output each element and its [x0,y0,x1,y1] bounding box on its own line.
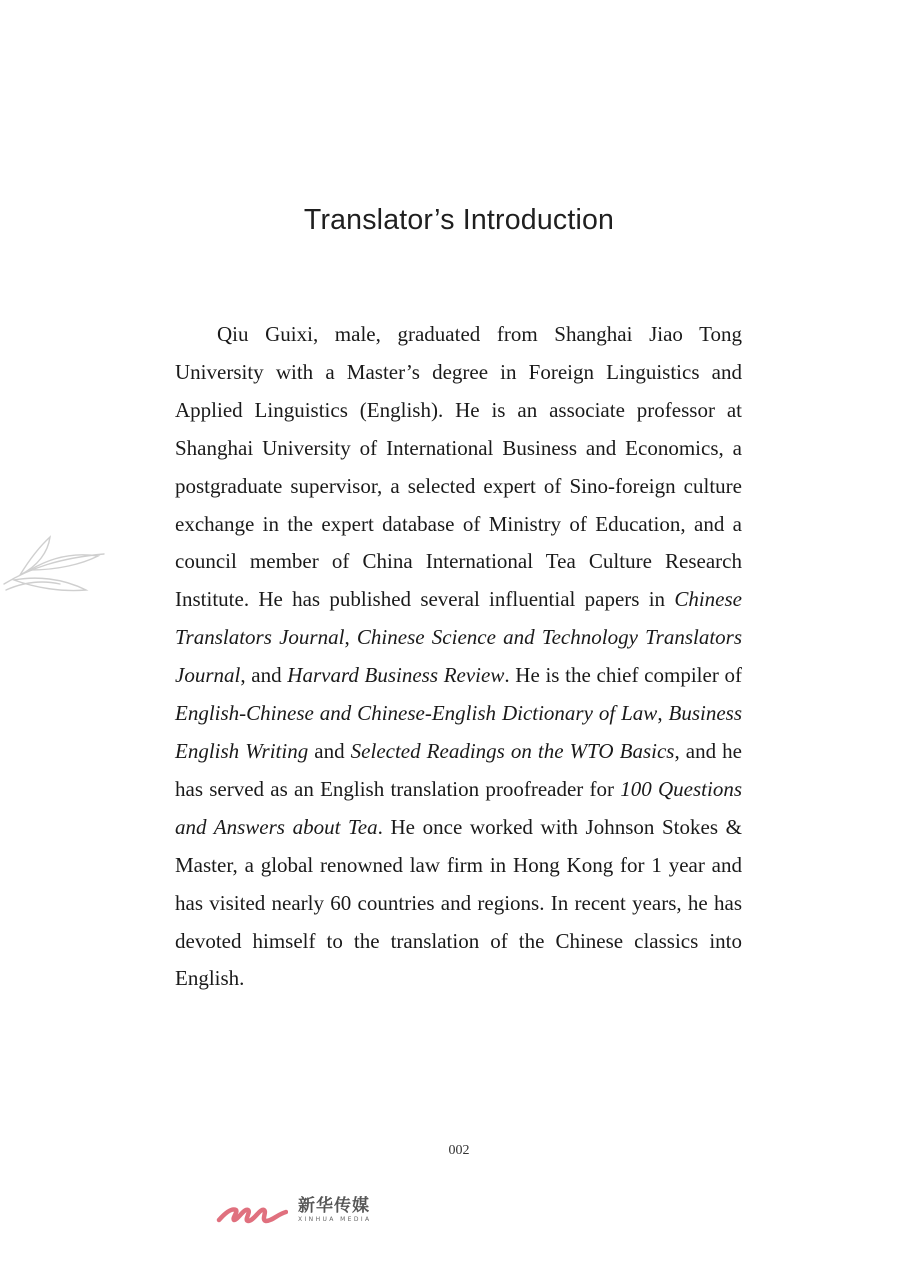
italic-title: English-Chinese and Chinese-English Dictionary of Law [175,701,658,726]
italic-title: Chinese Science and Technology Translators Journal [175,625,743,688]
text-segment: and [308,738,351,763]
italic-title: Chinese Translators Journal [175,587,742,650]
text-segment: , [344,625,357,650]
italic-title: Harvard Business Review [287,663,505,688]
text-segment: . He once worked with Johnson Stokes & Master, a global renowned law firm in Hong Kong for 1 year and has visited nearly 60 countries and regions. In recent years, he has devoted himself to the translation of the Chinese classics into English. [175,814,742,991]
text-segment: , and he has served as an English translation proofreader for [175,738,742,801]
publisher-logo [216,1193,372,1227]
xinhua-media-logo-icon [216,1194,288,1226]
text-segment: , [657,701,669,726]
tea-leaf-outline-icon [0,532,106,594]
page-title: Translator’s Introduction [303,204,615,236]
page-number: 002 [448,1143,470,1158]
intro-paragraph [175,316,742,998]
text-segment: . He is the chief compiler of [504,663,743,688]
italic-title: Business English Writing [175,701,743,763]
italic-title: 100 Questions and Answers about Tea [175,776,743,839]
text-segment: Qiu Guixi, male, graduated from Shanghai Jiao Tong University with a Master’s degree in Foreign Linguistics and Applied Linguistics (English). He is an associate professor at Shanghai University of International Business and Economics, a postgraduate supervisor, a selected expert of Sino-foreign culture exchange in the expert database of Ministry of Education, and a council member of China International Tea Culture Research Institute. He has published several influential papers in [175,322,742,612]
logo-chinese-text: 新华传媒 [298,1196,370,1216]
text-segment: , and [240,663,288,688]
italic-title: Selected Readings on the WTO Basics [350,738,675,763]
logo-english-text: XINHUA MEDIA [298,1216,372,1223]
